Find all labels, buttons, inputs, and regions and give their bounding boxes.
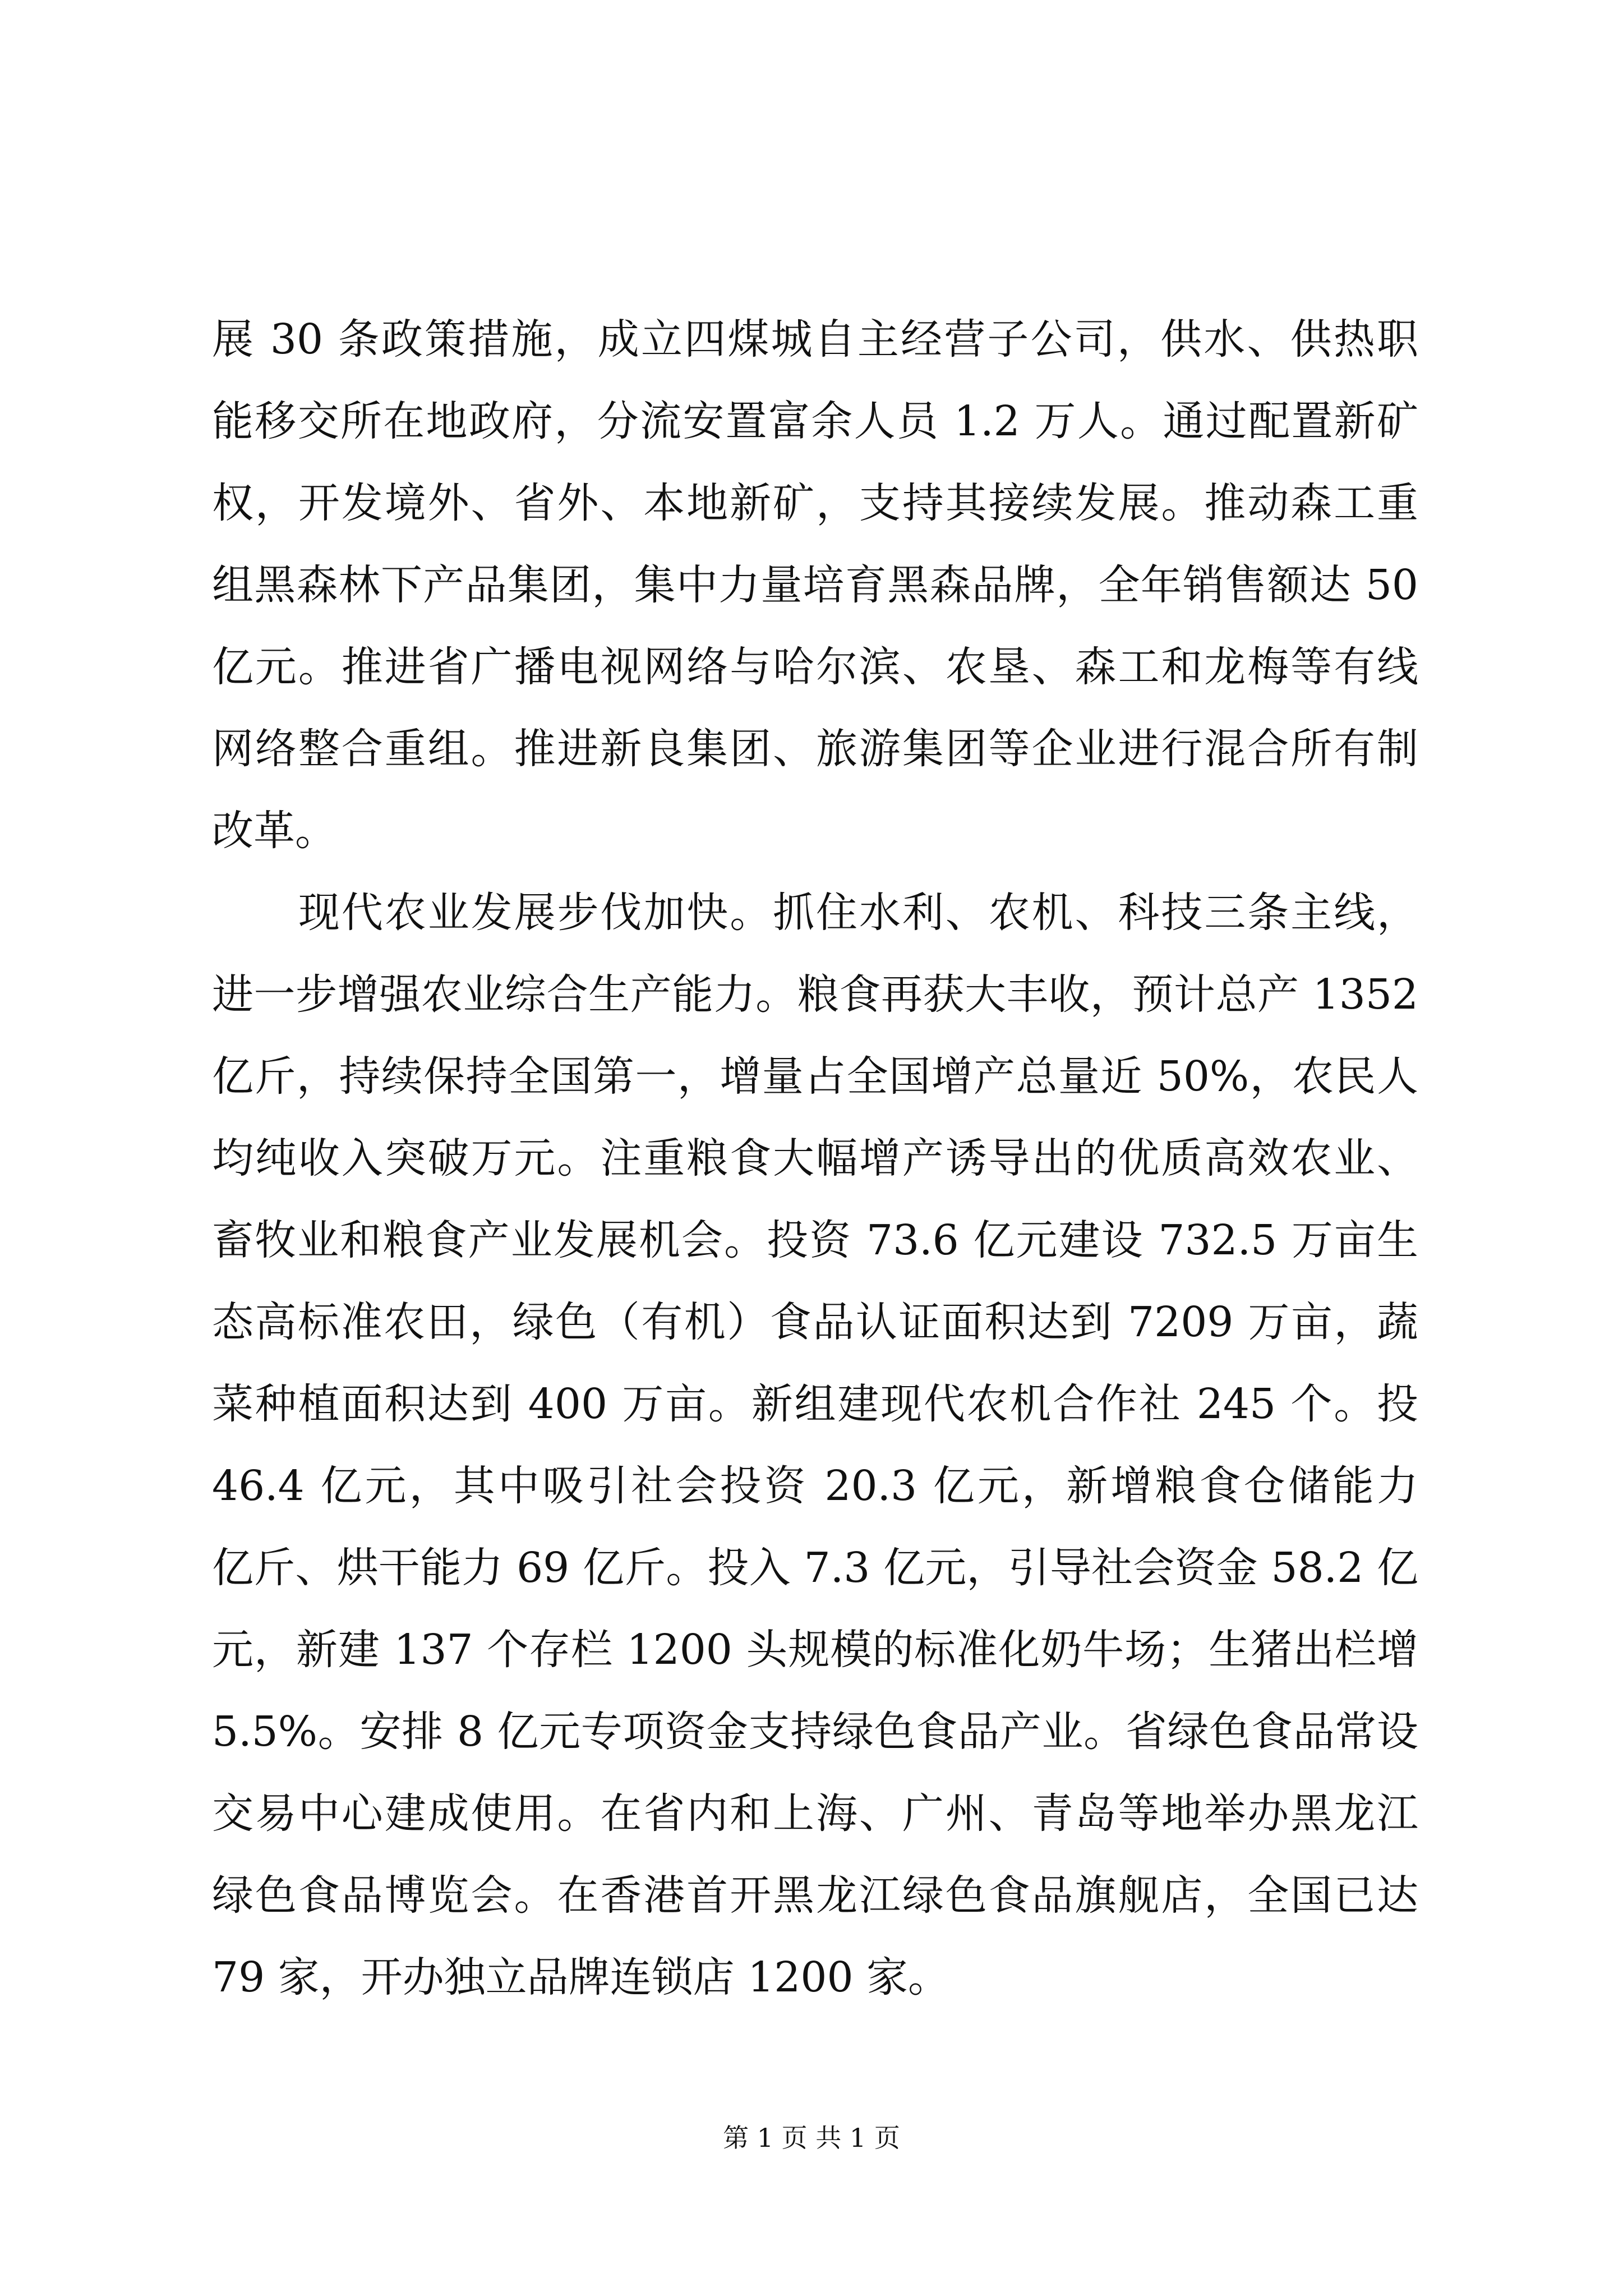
text-line: 46.4 亿元，其中吸引社会投资 20.3 亿元，新增粮食仓储能力 <box>212 1462 1418 1510</box>
text-line: 现代农业发展步伐加快。抓住水利、农机、科技三条主线， <box>298 889 1418 937</box>
page-number: 第 1 页 共 1 页 <box>723 2123 900 2153</box>
text-line: 亿斤、烘干能力 69 亿斤。投入 7.3 亿元，引导社会资金 58.2 亿 <box>212 1544 1418 1592</box>
text-line: 元，新建 137 个存栏 1200 头规模的标准化奶牛场；生猪出栏增 <box>212 1626 1418 1674</box>
text-line: 5.5%。安排 8 亿元专项资金支持绿色食品产业。省绿色食品常设 <box>212 1708 1418 1756</box>
text-line: 均纯收入突破万元。注重粮食大幅增产诱导出的优质高效农业、 <box>212 1134 1418 1182</box>
text-line: 态高标准农田，绿色（有机）食品认证面积达到 7209 万亩，蔬 <box>212 1298 1418 1346</box>
text-line: 进一步增强农业综合生产能力。粮食再获大丰收，预计总产 1352 <box>212 970 1418 1019</box>
document-body <box>212 298 1418 2018</box>
text-line: 79 家，开办独立品牌连锁店 1200 家。 <box>212 1953 950 2001</box>
text-line: 亿元。推进省广播电视网络与哈尔滨、农垦、森工和龙梅等有线 <box>212 643 1418 691</box>
text-line: 权，开发境外、省外、本地新矿，支持其接续发展。推动森工重 <box>212 479 1418 527</box>
text-line: 网络整合重组。推进新良集团、旅游集团等企业进行混合所有制 <box>212 725 1418 773</box>
paragraph <box>212 872 1418 2018</box>
text-line: 组黑森林下产品集团，集中力量培育黑森品牌，全年销售额达 50 <box>212 561 1418 609</box>
paragraph <box>212 298 1418 872</box>
text-line: 绿色食品博览会。在香港首开黑龙江绿色食品旗舰店，全国已达 <box>212 1871 1418 1920</box>
text-line: 畜牧业和粮食产业发展机会。投资 73.6 亿元建设 732.5 万亩生 <box>212 1216 1418 1264</box>
text-line: 亿斤，持续保持全国第一，增量占全国增产总量近 50%，农民人 <box>212 1052 1418 1101</box>
text-line: 交易中心建成使用。在省内和上海、广州、青岛等地举办黑龙江 <box>212 1789 1418 1838</box>
text-line: 改革。 <box>212 807 336 855</box>
text-line: 能移交所在地政府，分流安置富余人员 1.2 万人。通过配置新矿 <box>212 397 1418 445</box>
text-line: 菜种植面积达到 400 万亩。新组建现代农机合作社 245 个。投 <box>212 1380 1418 1428</box>
text-line: 展 30 条政策措施，成立四煤城自主经营子公司，供水、供热职 <box>212 315 1418 364</box>
